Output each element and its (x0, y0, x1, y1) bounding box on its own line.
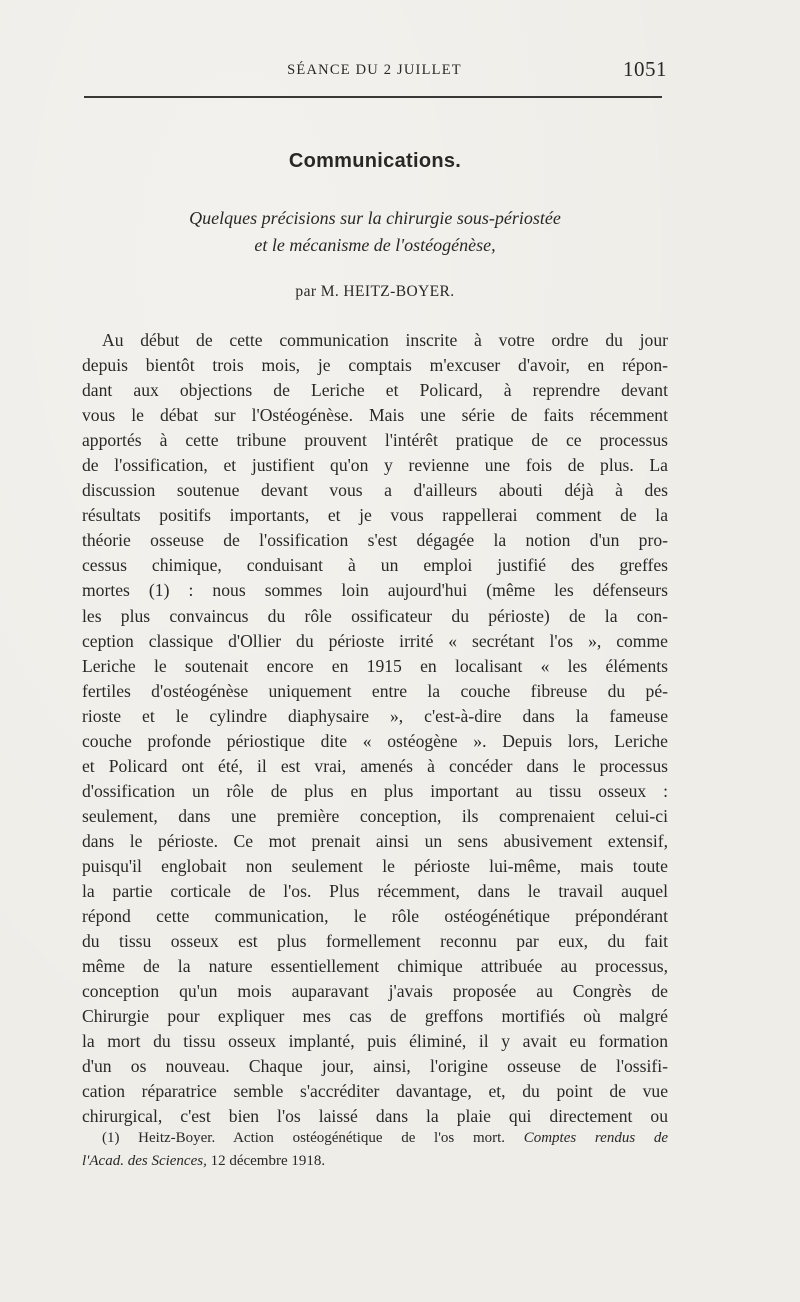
footnote-line-2 (82, 1150, 668, 1173)
body-line: Au début de cette communication inscrite à votre ordre du jour (102, 330, 668, 350)
body-line: rioste et le cylindre diaphysaire », c'est-à-dire dans la fameuse (82, 705, 668, 726)
footnote-journal-cont: l'Acad. des Sciences, (82, 1153, 207, 1169)
body-line: vous le débat sur l'Ostéogénèse. Mais une série de faits récemment (82, 405, 668, 426)
body-line: la mort du tissu osseux implanté, puis éliminé, il y avait eu formation (82, 1031, 668, 1052)
body-text (82, 328, 668, 1130)
body-line: dant aux objections de Leriche et Policard, à reprendre devant (82, 380, 668, 401)
body-line: même de la nature essentiellement chimique attribuée au processus, (82, 956, 668, 977)
article-title-line-2: et le mécanisme de l'ostéogénèse, (254, 235, 496, 255)
body-line: répond cette communication, le rôle ostéogénétique prépondérant (82, 906, 668, 927)
body-line: apportés à cette tribune prouvent l'intérêt pratique de ce processus (82, 430, 668, 451)
running-title: SÉANCE DU 2 JUILLET (287, 62, 462, 78)
body-line: d'ossification un rôle de plus en plus important au tissu osseux : (82, 780, 668, 801)
body-line: depuis bientôt trois mois, je comptais m'excuser d'avoir, en répon- (82, 355, 668, 376)
body-line: du tissu osseux est plus formellement reconnu par eux, du fait (82, 931, 668, 952)
footnote-date: 12 décembre 1918. (210, 1153, 326, 1169)
footnote-journal: Comptes rendus de (523, 1130, 669, 1146)
body-line: fertiles d'ostéogénèse uniquement entre la couche fibreuse du pé- (82, 680, 668, 701)
body-line: seulement, dans une première conception, ils comprenaient celui-ci (82, 805, 668, 826)
footnote-line-1 (82, 1127, 668, 1150)
body-line: les plus convaincus du rôle ossificateur du périoste) de la con- (82, 605, 668, 626)
body-line: de l'ossification, et justifient qu'on y revienne une fois de plus. La (82, 455, 668, 476)
body-line: puisqu'il englobait non seulement le périoste lui-même, mais toute (82, 855, 668, 876)
body-line: conception qu'un mois auparavant j'avais proposée au Congrès de (82, 981, 668, 1002)
body-line: et Policard ont été, il est vrai, amenés à concéder dans le processus (82, 755, 668, 776)
body-line: résultats positifs importants, et je vous rappellerai comment de la (82, 505, 668, 526)
body-line: cation réparatrice semble s'accréditer davantage, et, du point de vue (82, 1081, 668, 1102)
body-line: la partie corticale de l'os. Plus récemment, dans le travail auquel (82, 881, 668, 902)
footnote-reference: (1) Heitz-Boyer. Action ostéogénétique de l'os mort. (102, 1130, 506, 1146)
body-line: cessus chimique, conduisant à un emploi justifié des greffes (82, 555, 668, 576)
page-number: 1051 (623, 57, 667, 81)
body-line: dans le périoste. Ce mot prenait ainsi un sens abusivement extensif, (82, 830, 668, 851)
section-title: Communications. (288, 150, 462, 172)
article-title-line-1: Quelques précisions sur la chirurgie sous-périostée (189, 208, 561, 228)
body-line: mortes (1) : nous sommes loin aujourd'hui (même les défenseurs (82, 580, 668, 601)
body-line: couche profonde périostique dite « ostéogène ». Depuis lors, Leriche (82, 730, 668, 751)
author-byline: par M. HEITZ-BOYER. (295, 283, 455, 300)
running-header (82, 57, 667, 88)
body-line: discussion soutenue devant vous a d'ailleurs abouti déjà à des (82, 480, 668, 501)
body-line: théorie osseuse de l'ossification s'est dégagée la notion d'un pro- (82, 530, 668, 551)
body-line: d'un os nouveau. Chaque jour, ainsi, l'origine osseuse de l'ossifi- (82, 1056, 668, 1077)
header-rule (84, 96, 662, 98)
article-title (0, 205, 750, 259)
body-line: Chirurgie pour expliquer mes cas de greffons mortifiés où malgré (82, 1006, 668, 1027)
footnote (82, 1127, 668, 1173)
body-line: Leriche le soutenait encore en 1915 en localisant « les éléments (82, 655, 668, 676)
body-line: ception classique d'Ollier du périoste irrité « secrétant l'os », comme (82, 630, 668, 651)
body-line: chirurgical, c'est bien l'os laissé dans la plaie qui directement ou (82, 1106, 668, 1127)
